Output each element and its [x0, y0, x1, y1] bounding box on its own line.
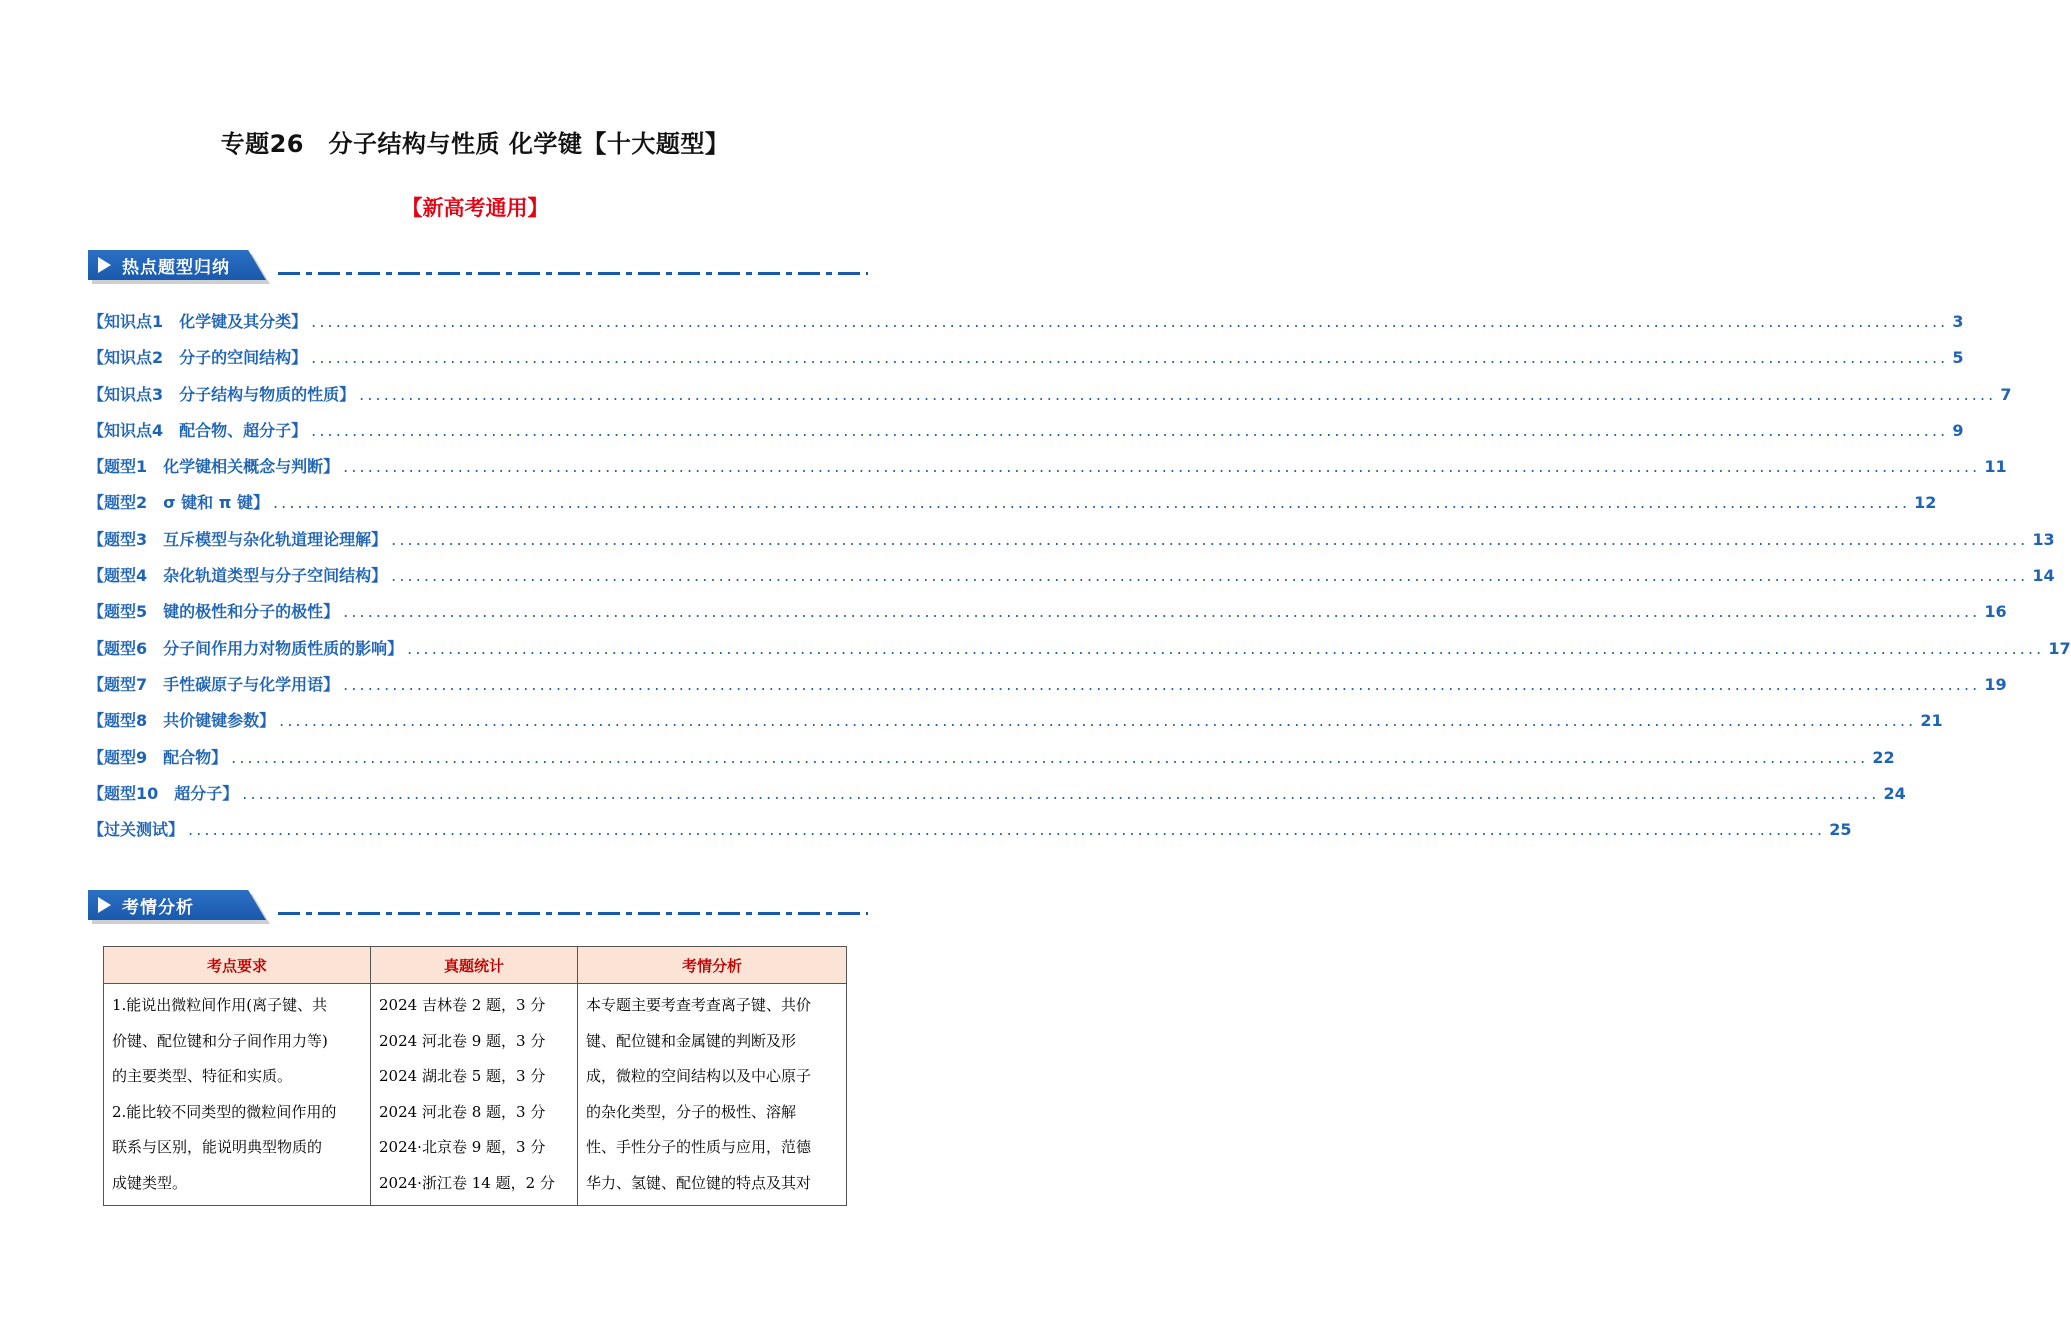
cell-line: 本专题主要考查考查离子键、共价 [586, 996, 812, 1014]
toc-entry-title: 【题型6 分子间作用力对物质性质的影响】 [88, 638, 404, 658]
cell-line: 的主要类型、特征和实质。 [112, 1067, 293, 1085]
toc-entry[interactable] [88, 746, 1895, 782]
analysis-cell [578, 984, 847, 1206]
toc-entry-page: 7 [2000, 384, 2012, 404]
cell-line: 2024·浙江卷 14 题，2 分 [379, 1173, 555, 1192]
dashed-divider [278, 272, 868, 275]
cell-line: 2024·北京卷 9 题，3 分 [379, 1138, 546, 1156]
toc-entry[interactable] [88, 782, 1906, 818]
header-analysis: 考情分析 [578, 947, 847, 984]
document-title: 专题26 分子结构与性质 化学键【十大题型】 [220, 130, 730, 158]
toc-entry-page: 24 [1883, 783, 1906, 803]
toc-entry[interactable] [88, 673, 2007, 709]
analysis-banner [88, 886, 868, 926]
toc-entry-page: 13 [2032, 529, 2055, 549]
toc-entry-page: 25 [1829, 820, 1852, 840]
toc-leader-dots: ........................................................................................................................................................................................................ [343, 457, 1981, 477]
toc-entry-title: 【知识点1 化学键及其分类】 [88, 312, 308, 331]
toc-entry-title: 【知识点3 分子结构与物质的性质】 [88, 384, 356, 404]
toc-leader-dots: ........................................................................................................................................................................................................ [343, 674, 1981, 694]
table-row [104, 984, 847, 1206]
cell-line: 成键类型。 [112, 1173, 188, 1192]
cell-line: 2024 河北卷 8 题，3 分 [379, 1102, 546, 1121]
toc-entry-title: 【过关测试】 [88, 820, 185, 840]
toc-entry-title: 【题型10 超分子】 [88, 783, 239, 803]
toc-entry-title: 【题型5 键的极性和分子的极性】 [88, 602, 340, 622]
toc-leader-dots: ........................................................................................................................................................................................................ [188, 820, 1826, 840]
toc-entry-title: 【题型3 互斥模型与杂化轨道理论理解】 [88, 529, 388, 549]
toc-leader-dots: ........................................................................................................................................................................................................ [359, 384, 1997, 404]
cell-line: 价键、配位键和分子间作用力等) [112, 1031, 328, 1050]
toc-entry-title: 【题型2 σ 键和 π 键】 [88, 493, 269, 513]
play-arrow-icon [98, 257, 111, 273]
toc-entry-page: 17 [2048, 638, 2071, 658]
toc-entry[interactable] [88, 709, 1943, 745]
toc-entry[interactable] [88, 310, 1964, 346]
exam-analysis-table [103, 946, 847, 1206]
toc-entry-page: 16 [1984, 602, 2007, 622]
toc-entry[interactable] [88, 564, 2055, 600]
header-statistics: 真题统计 [371, 947, 578, 984]
cell-line: 2024 湖北卷 5 题，3 分 [379, 1067, 546, 1085]
toc-entry[interactable] [88, 637, 2071, 673]
toc-entry-page: 22 [1872, 747, 1895, 767]
toc-leader-dots: ........................................................................................................................................................................................................ [311, 420, 1949, 440]
cell-line: 成，微粒的空间结构以及中心原子 [586, 1067, 812, 1085]
toc-entry[interactable] [88, 818, 1852, 854]
toc-leader-dots: ........................................................................................................................................................................................................ [391, 529, 2029, 549]
toc-banner [88, 246, 868, 286]
header-requirements: 考点要求 [104, 947, 371, 984]
toc-leader-dots: ........................................................................................................................................................................................................ [407, 638, 2045, 658]
toc-entry-title: 【题型1 化学键相关概念与判断】 [88, 457, 340, 477]
toc-leader-dots: ........................................................................................................................................................................................................ [311, 348, 1949, 368]
toc-entry[interactable] [88, 455, 2007, 491]
toc-entry-page: 19 [1984, 674, 2007, 694]
cell-line: 华力、氢键、配位键的特点及其对 [586, 1173, 812, 1192]
dashed-divider [278, 912, 868, 915]
toc-entry[interactable] [88, 600, 2007, 636]
toc-leader-dots: ........................................................................................................................................................................................................ [231, 747, 1869, 767]
play-arrow-icon [98, 897, 111, 913]
cell-line: 性、手性分子的性质与应用，范德 [586, 1138, 812, 1156]
cell-line: 2.能比较不同类型的微粒间作用的 [112, 1102, 337, 1121]
cell-line: 联系与区别，能说明典型物质的 [112, 1138, 323, 1156]
cell-line: 的杂化类型，分子的极性、溶解 [586, 1102, 797, 1121]
analysis-banner-label: 考情分析 [122, 898, 194, 918]
toc-entry-page: 5 [1952, 348, 1964, 368]
toc-entry-page: 12 [1914, 493, 1937, 513]
cell-line: 1.能说出微粒间作用(离子键、共 [112, 996, 328, 1014]
statistics-cell [371, 984, 578, 1206]
toc-entry-page: 3 [1952, 312, 1964, 331]
toc-entry-title: 【题型4 杂化轨道类型与分子空间结构】 [88, 566, 388, 586]
cell-line: 键、配位键和金属键的判断及形 [586, 1031, 797, 1050]
toc-leader-dots: ........................................................................................................................................................................................................ [279, 711, 1917, 731]
toc-entry-title: 【知识点4 配合物、超分子】 [88, 420, 308, 440]
requirements-cell [104, 984, 371, 1206]
toc-entry-title: 【题型8 共价键键参数】 [88, 711, 276, 731]
cell-line: 2024 吉林卷 2 题，3 分 [379, 996, 546, 1014]
toc-leader-dots: ........................................................................................................................................................................................................ [311, 312, 1949, 331]
toc-entry-page: 21 [1920, 711, 1943, 731]
table-header-row [104, 947, 847, 984]
toc-entry[interactable] [88, 419, 1964, 455]
toc-leader-dots: ........................................................................................................................................................................................................ [242, 783, 1880, 803]
toc-banner-label: 热点题型归纳 [122, 258, 230, 278]
toc-entry[interactable] [88, 383, 2012, 419]
toc-entry[interactable] [88, 346, 1964, 382]
toc-leader-dots: ........................................................................................................................................................................................................ [272, 493, 1911, 513]
toc-entry-title: 【题型9 配合物】 [88, 747, 228, 767]
toc-entry-title: 【知识点2 分子的空间结构】 [88, 348, 308, 368]
toc-leader-dots: ........................................................................................................................................................................................................ [391, 566, 2029, 586]
toc-entry[interactable] [88, 491, 1937, 527]
toc-entry-title: 【题型7 手性碳原子与化学用语】 [88, 674, 340, 694]
table-of-contents [88, 310, 2071, 854]
document-subtitle: 【新高考通用】 [401, 196, 549, 220]
toc-entry-page: 11 [1984, 457, 2007, 477]
toc-entry-page: 9 [1952, 420, 1964, 440]
cell-line: 2024 河北卷 9 题，3 分 [379, 1031, 546, 1050]
toc-leader-dots: ........................................................................................................................................................................................................ [343, 602, 1981, 622]
toc-entry-page: 14 [2032, 566, 2055, 586]
toc-entry[interactable] [88, 528, 2055, 564]
